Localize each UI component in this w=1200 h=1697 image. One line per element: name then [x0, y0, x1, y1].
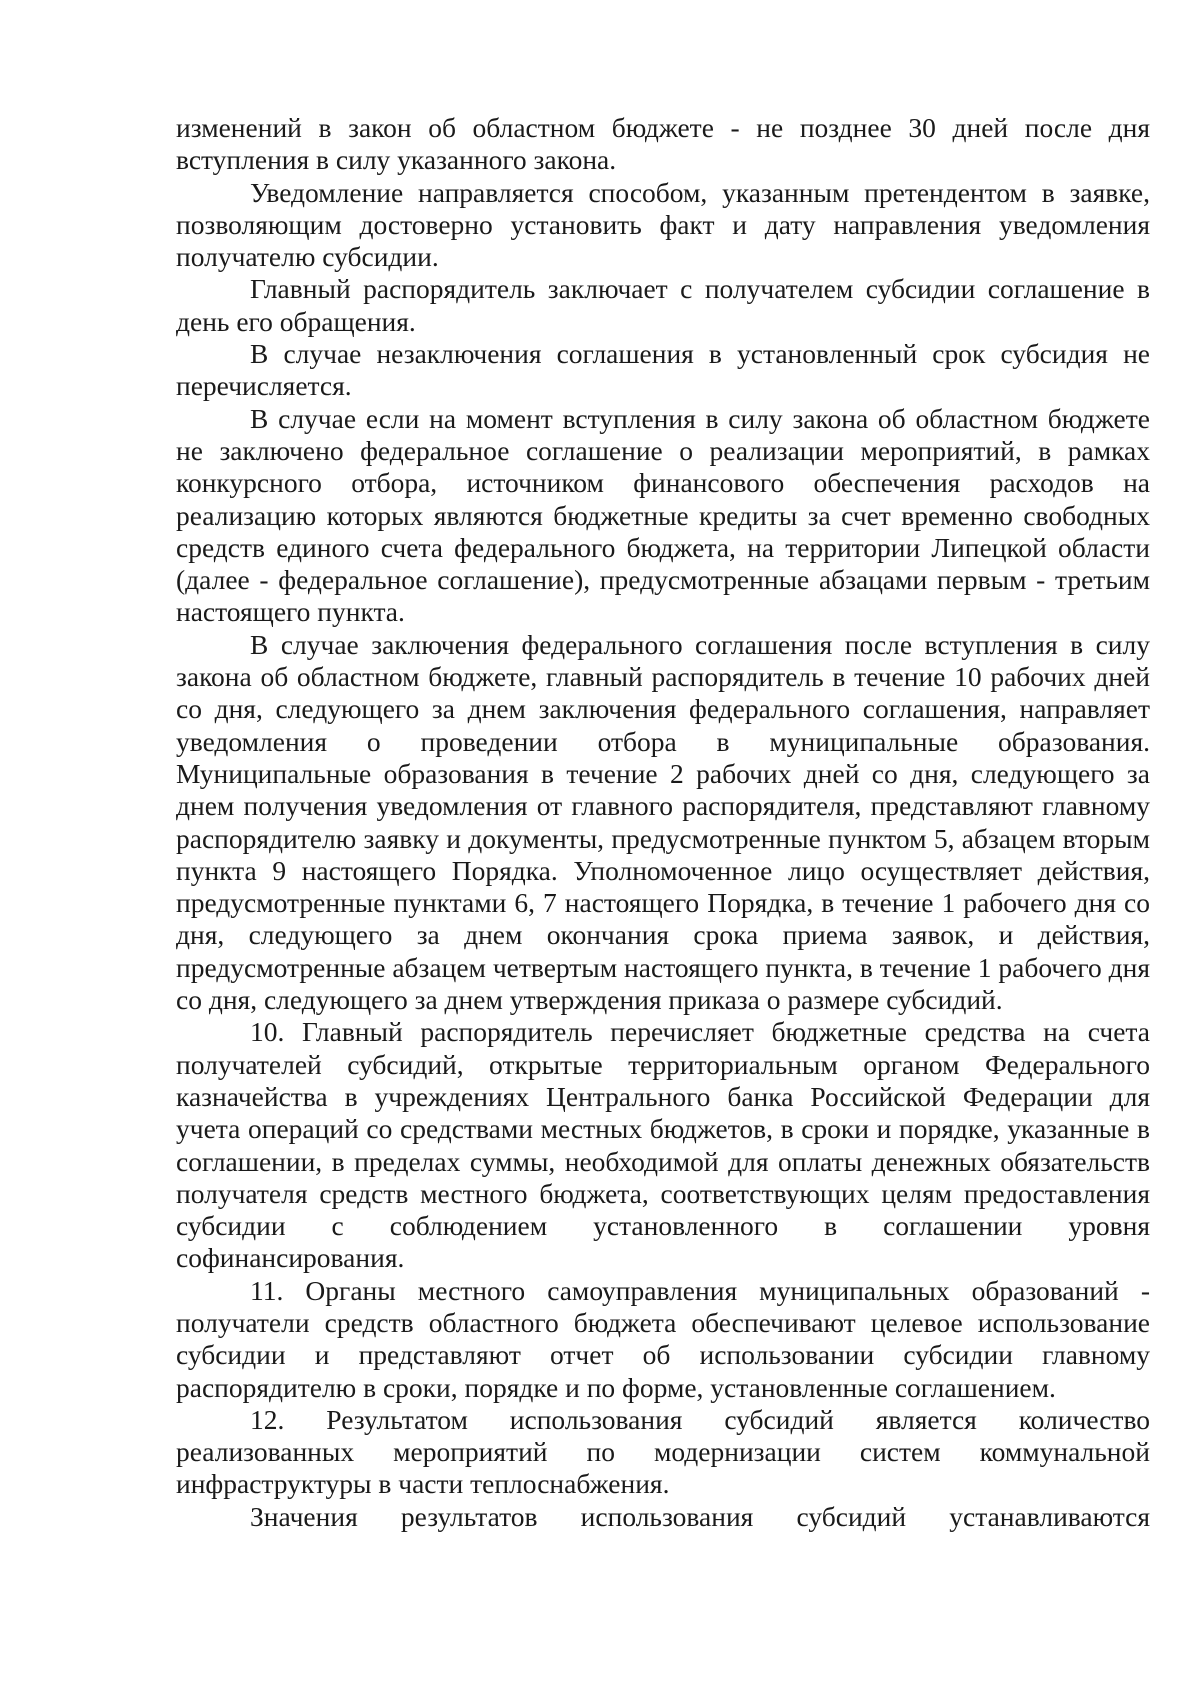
document-body: [176, 112, 1150, 1533]
paragraph: В случае если на момент вступления в силу закона об областном бюджете не заключено федеральное соглашение о реализации мероприятий, в рамках конкурсного отбора, источником финансового обеспечения расходов на реализацию которых являются бюджетные кредиты за счет временно свободных средств единого счета федерального бюджета, на территории Липецкой области (далее - федеральное соглашение), предусмотренные абзацами первым - третьим настоящего пункта.: [176, 402, 1150, 628]
paragraph: Значения результатов использования субсидий устанавливаются: [250, 1500, 1150, 1532]
paragraph: В случае незаключения соглашения в установленный срок субсидия не перечисляется.: [176, 338, 1150, 402]
paragraph: изменений в закон об областном бюджете - не позднее 30 дней после дня вступления в силу указанного закона.: [176, 112, 1150, 176]
paragraph: Уведомление направляется способом, указанным претендентом в заявке, позволяющим достоверно установить факт и дату направления уведомления получателю субсидии.: [176, 176, 1150, 273]
paragraph: Главный распорядитель заключает с получателем субсидии соглашение в день его обращения.: [176, 273, 1150, 337]
paragraph-item-10: 10. Главный распорядитель перечисляет бюджетные средства на счета получателей субсидий, открытые территориальным органом Федерального казначейства в учреждениях Центрального банка Российской Федерации для учета операций со средствами местных бюджетов, в сроки и порядке, указанные в соглашении, в пределах суммы, необходимой для оплаты денежных обязательств получателя средств местного бюджета, соответствующих целям предоставления субсидии с соблюдением установленного в соглашении уровня софинансирования.: [176, 1016, 1150, 1274]
paragraph-item-12: 12. Результатом использования субсидий является количество реализованных мероприятий по модернизации систем коммунальной инфраструктуры в части теплоснабжения.: [176, 1403, 1150, 1500]
paragraph: В случае заключения федерального соглашения после вступления в силу закона об областном бюджете, главный распорядитель в течение 10 рабочих дней со дня, следующего за днем заключения федерального соглашения, направляет уведомления о проведении отбора в муниципальные образования. Муниципальные образования в течение 2 рабочих дней со дня, следующего за днем получения уведомления от главного распорядителя, представляют главному распорядителю заявку и документы, предусмотренные пунктом 5, абзацем вторым пункта 9 настоящего Порядка. Уполномоченное лицо осуществляет действия, предусмотренные пунктами 6, 7 настоящего Порядка, в течение 1 рабочего дня со дня, следующего за днем окончания срока приема заявок, и действия, предусмотренные абзацем четвертым настоящего пункта, в течение 1 рабочего дня со дня, следующего за днем утверждения приказа о размере субсидий.: [176, 628, 1150, 1016]
paragraph-item-11: 11. Органы местного самоуправления муниципальных образований - получатели средств областного бюджета обеспечивают целевое использование субсидии и представляют отчет об использовании субсидии главному распорядителю в сроки, порядке и по форме, установленные соглашением.: [176, 1274, 1150, 1403]
